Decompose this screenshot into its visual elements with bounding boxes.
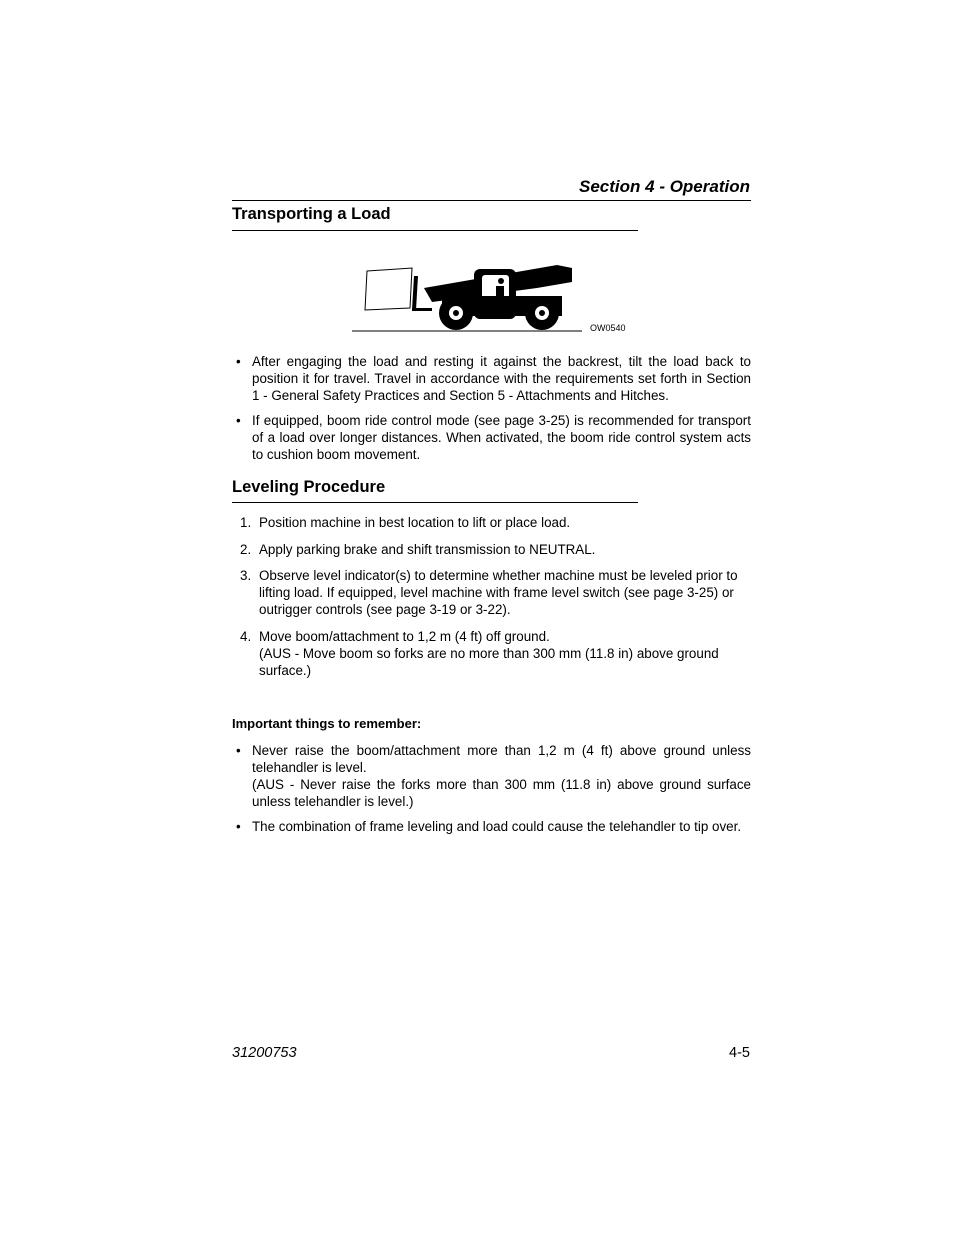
bullet-text: After engaging the load and resting it against the backrest, tilt the load back to position it for travel. Travel in accordance with the requirements set forth in Section 1 - General Safety Practices and Section 5 - Attachments and Hitches. (252, 354, 751, 403)
list-item (232, 541, 751, 558)
step-text: Apply parking brake and shift transmission to NEUTRAL. (259, 541, 596, 557)
important-heading: Important things to remember: (232, 716, 422, 731)
bullet-dot: • (236, 743, 241, 758)
step-number: 2. (240, 541, 252, 557)
bullet-dot: • (236, 354, 241, 369)
step-text: Observe level indicator(s) to determine whether machine must be leveled prior to lifting load. If equipped, level machine with frame level switch (see page 3-25) or outrigger controls (see page 3-19 or 3-22). (259, 568, 738, 617)
bullet-note: (AUS - Never raise the forks more than 300 mm (11.8 in) above ground surface unless telehandler is level.) (252, 777, 751, 809)
bullet-dot: • (236, 819, 241, 834)
important-bullets (232, 742, 751, 843)
transporting-rule (232, 230, 638, 231)
list-item (232, 818, 751, 835)
section-rule (232, 200, 751, 201)
leveling-steps (232, 514, 751, 688)
step-note: (AUS - Move boom so forks are no more than 300 mm (11.8 in) above ground surface.) (259, 645, 719, 678)
list-item (232, 742, 751, 810)
bullet-dot: • (236, 413, 241, 428)
bullet-text: The combination of frame leveling and load could cause the telehandler to tip over. (252, 819, 742, 834)
transporting-heading: Transporting a Load (232, 205, 391, 223)
step-number: 1. (240, 515, 252, 530)
step-number: 4. (240, 628, 252, 644)
step-text: Move boom/attachment to 1,2 m (4 ft) off ground. (259, 628, 550, 644)
step-number: 3. (240, 568, 252, 583)
list-item (232, 412, 751, 463)
bullet-text: If equipped, boom ride control mode (see page 3-25) is recommended for transport of a load over longer distances. When activated, the boom ride control system acts to cushion boom movement. (252, 413, 751, 462)
doc-number: 31200753 (232, 1045, 297, 1061)
bullet-text: Never raise the boom/attachment more than 1,2 m (4 ft) above ground unless telehandler is level. (252, 743, 751, 775)
list-item (232, 628, 751, 679)
section-header: Section 4 - Operation (579, 177, 750, 196)
leveling-rule (232, 502, 638, 503)
leveling-heading: Leveling Procedure (232, 478, 386, 496)
list-item (232, 514, 751, 531)
list-item (232, 567, 751, 618)
page-number: 4-5 (729, 1045, 750, 1061)
transporting-bullets (232, 353, 751, 471)
list-item (232, 353, 751, 404)
figure-code: OW0540 (590, 323, 626, 333)
step-text: Position machine in best location to lift or place load. (259, 515, 571, 530)
